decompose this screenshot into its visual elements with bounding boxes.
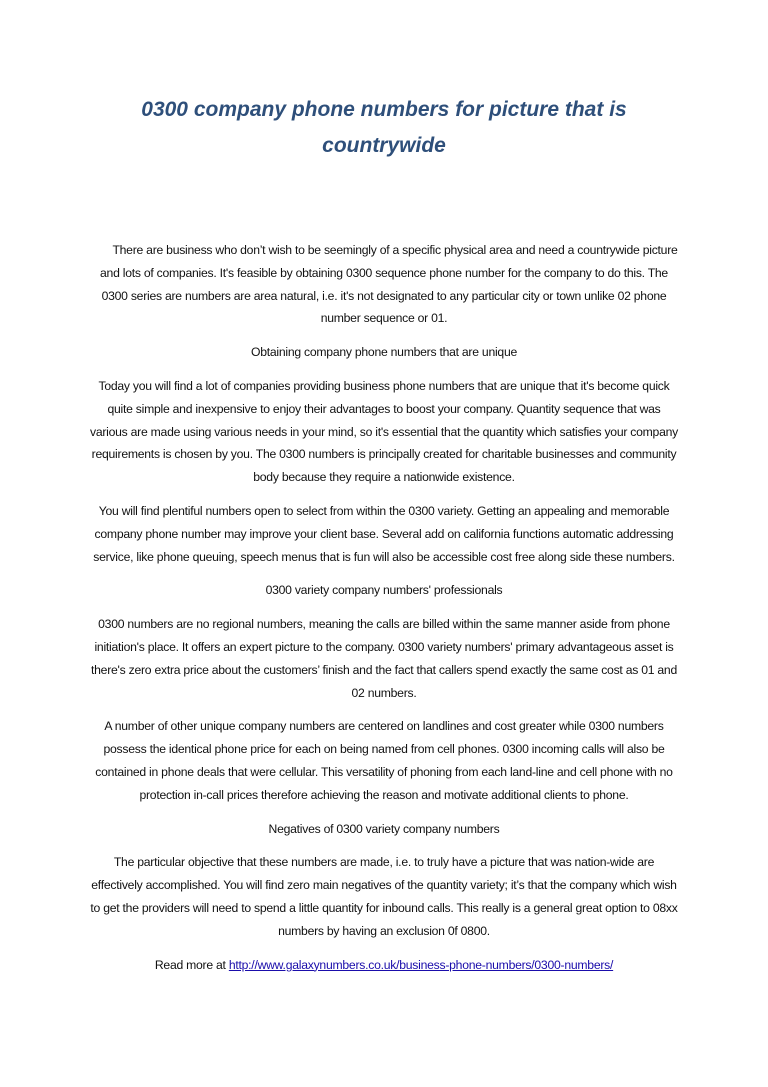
paragraph-other-numbers: A number of other unique company numbers are centered on landlines and cost greater while 0300 numbers possess the identical phone price for each on being named from cell phones. 0300 incoming calls will also be contained in phone deals that were cellular. This versatility of phoning from each land-line and cell phone with no protection in-call prices therefore achieving the reason and motivate additional clients to phone. xyxy=(95,719,673,802)
section-heading-unique-numbers: Obtaining company phone numbers that are unique xyxy=(250,345,518,360)
read-more-line xyxy=(88,954,680,977)
document-body xyxy=(88,239,680,987)
paragraph-objective: The particular objective that these numbers are made, i.e. to truly have a picture that was nation-wide are effectively accomplished. You will find zero main negatives of the quantity variety; it’s that the company which wish to get the providers will need to spend a little quantity for inbound calls. This really is a general great option to 08xx numbers by having an exclusion 0f 0800. xyxy=(90,855,678,938)
section-heading-professionals: 0300 variety company numbers' professionals xyxy=(265,583,503,598)
document-title: 0300 company phone numbers for picture that is countrywide xyxy=(141,98,627,157)
paragraph-no-regional: 0300 numbers are no regional numbers, meaning the calls are billed within the same manner aside from phone initiation's place. It offers an expert picture to the company. 0300 variety numbers' primary advantageous asset is there's zero extra price about the customers’ finish and the fact that callers spend exactly the same cost as 01 and 02 numbers. xyxy=(91,617,677,700)
paragraph-unique-numbers: Today you will find a lot of companies providing business phone numbers that are unique that it's become quick quite simple and inexpensive to enjoy their advantages to boost your company. Quantity sequence that was various are made using various needs in your mind, so it's essential that the quantity which satisfies your company requirements is chosen by you. The 0300 numbers is principally created for charitable businesses and community body because they require a nationwide existence. xyxy=(89,378,678,485)
paragraph-intro: There are business who don’t wish to be seemingly of a specific physical area and need a countrywide picture and lots of companies. It's feasible by obtaining 0300 sequence phone number for the company to do this. The 0300 series are numbers are area natural, i.e. it's not designated to any particular city or town unlike 02 phone number sequence or 01. xyxy=(100,243,678,326)
paragraph-plentiful-numbers: You will find plentiful numbers open to select from within the 0300 variety. Getting an appealing and memorable company phone number may improve your client base. Several add on california functions automatic addressing service, like phone queuing, speech menus that is fun will also be accessible cost free along side these numbers. xyxy=(93,503,675,564)
read-more-link[interactable]: http://www.galaxynumbers.co.uk/business-phone-numbers/0300-numbers/ xyxy=(228,957,614,972)
read-more-prefix: Read more at xyxy=(154,957,229,972)
section-heading-negatives: Negatives of 0300 variety company numbers xyxy=(268,821,500,836)
